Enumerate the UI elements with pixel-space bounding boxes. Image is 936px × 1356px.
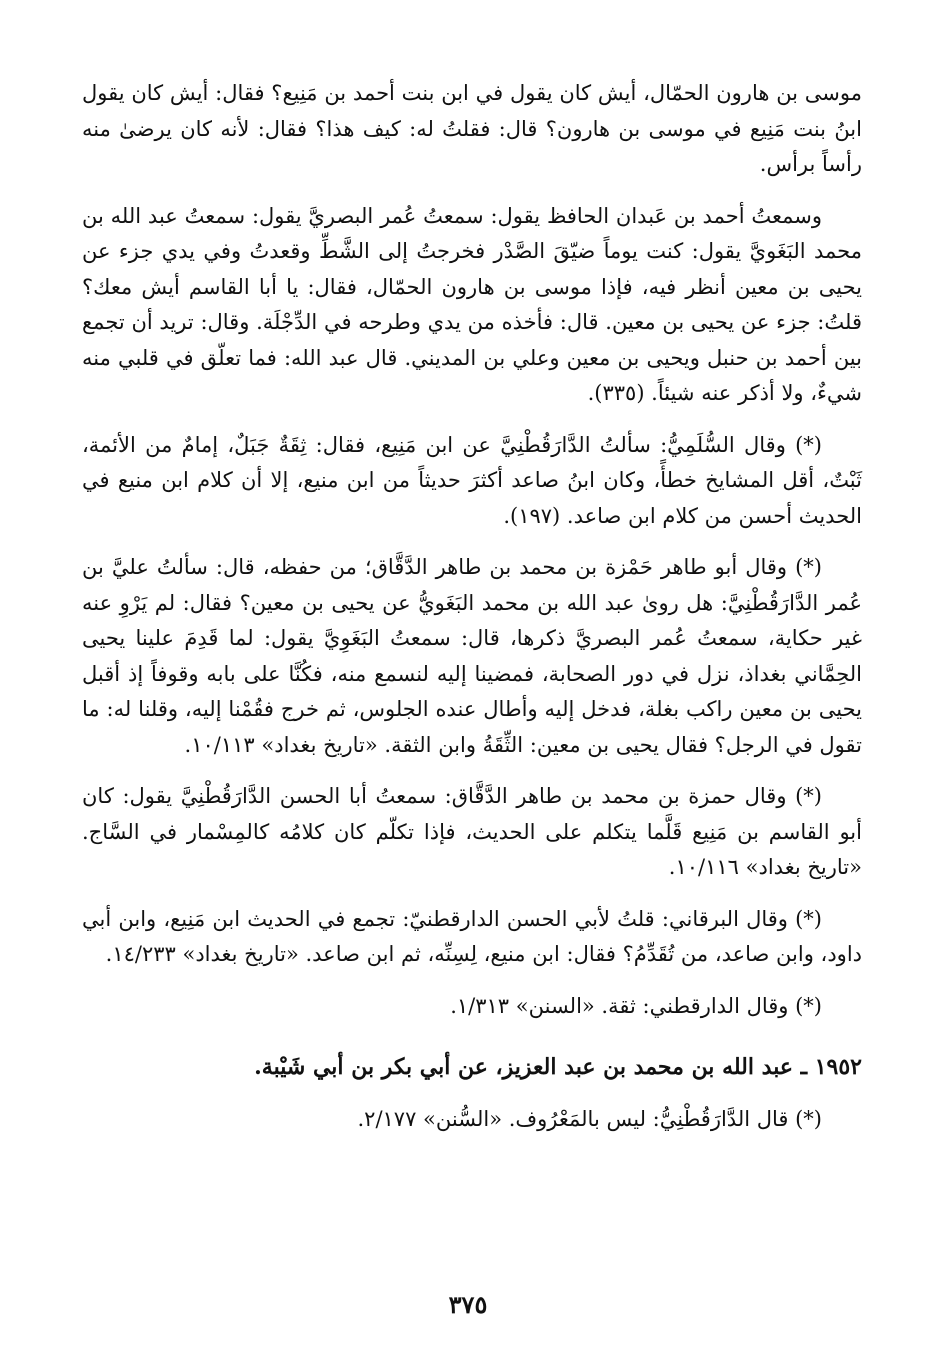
paragraph-ahmad-ibn-abdan: وسمعتُ أحمد بن عَبدان الحافظ يقول: سمعتُ عُمر البصريَّ يقول: سمعتُ عبد الله بن محمد البَغَويَّ يقول: كنت يوماً ضيّقَ الصَّدْر فخرجتُ إلى الشَّطِّ وقعدتُ وفي يدي جزء عن يحيى بن معين أنظر فيه، فإذا موسى بن هارون الحمّال، فقال: يا أبا القاسم أيش معك؟ قلتُ: جزء عن يحيى بن معين. قال: فأخذه من يدي وطرحه في الدِّجْلَة. وقال: تريد أن تجمع بين أحمد بن حنبل ويحيى بن معين وعلي بن المديني. قال عبد الله: فما تعلّق في قلبي منه شيءٌ، ولا أذكر عنه شيئاً. (٣٣٥). — [82, 203, 862, 405]
page-body — [82, 76, 862, 1154]
page-number: ٣٧٥ — [448, 1290, 488, 1319]
entry-note: (*) قال الدَّارَقُطْنِيُّ: ليس بالمَعْرُوف. «السُّنن» ٢/١٧٧. — [357, 1107, 822, 1131]
paragraph-daraqutni-thiqa: (*) وقال الدارقطني: ثقة. «السنن» ١/٣١٣. — [450, 993, 822, 1018]
entry-heading: ١٩٥٢ ـ عبد الله بن محمد بن عبد العزيز، عن أبي بكر بن أبي شَيْبة. — [254, 1054, 862, 1080]
paragraph-hamza-daqqaq: (*) وقال حمزة بن محمد بن طاهر الدَّقَّاق: سمعتُ أبا الحسن الدَّارَقُطْنِيَّ يقول: كان أبو القاسم بن مَنِيع قَلَّما يتكلم على الحديث، فإذا تكلّم كان كلامُه كالمِسْمار في السَّاج. «تاريخ بغداد» ١٠/١١٦. — [82, 784, 862, 879]
paragraph-abu-tahir: (*) وقال أبو طاهر حَمْزة بن محمد بن طاهر الدَّقَّاق؛ من حفظه، قال: سألتُ عليَّ بن عُمر الدَّارَقُطْنِيَّ: هل روىٰ عبد الله بن محمد البَغَويُّ عن يحيى بن معين؟ فقال: لم يَرْوِ عنه غير حكاية، سمعتُ عُمر البصريَّ ذكرها، قال: سمعتُ البَغَوِيَّ يقول: لما قَدِمَ علينا يحيى الحِمَّاني بغداذ، نزل في دور الصحابة، فمضينا إليه لنسمع منه، فكُنَّا على بابه وقوفاً إذ أقبل يحيى بن معين راكب بغلة، فدخل إليه وأطال عنده الجلوس، ثم خرج فقُمْنا إليه، وقلنا له: ما تقول في الرجل؟ فقال يحيى بن معين: الثِّقَةُ وابن الثقة. «تاريخ بغداد» ١٠/١١٣. — [82, 555, 862, 757]
paragraph-musa-ibn-harun: موسى بن هارون الحمّال، أيش كان يقول في ابن بنت أحمد بن مَنِيع؟ فقال: أيش كان يقول ابنُ بنت مَنِيع في موسى بن هارون؟ قال: فقلتُ له: كيف هذا؟ فقال: لأنه كان يرضىٰ منه رأساً برأس. — [82, 81, 862, 176]
paragraph-barqani: (*) وقال البرقاني: قلتُ لأبي الحسن الدارقطنيّ: تجمع في الحديث ابن مَنِيع، وابن أبي داود، وابن صاعد، من تُقَدِّمُ؟ فقال: ابن منيع، لِسِنِّه، ثم ابن صاعد. «تاريخ بغداد» ١٤/٢٣٣. — [82, 906, 862, 966]
paragraph-sulami: (*) وقال السُّلَمِيُّ: سألتُ الدَّارَقُطْنِيَّ عن ابن مَنِيع، فقال: ثِقَةٌ جَبَلٌ، إمامٌ من الأئمة، ثَبْتٌ، أقل المشايخ خطأً، وكان ابنُ صاعد أكثرَ حديثاً من ابن منيع، إلا أن كلام ابن منيع في الحديث أحسن من كلام ابن صاعد. (١٩٧). — [82, 432, 862, 528]
